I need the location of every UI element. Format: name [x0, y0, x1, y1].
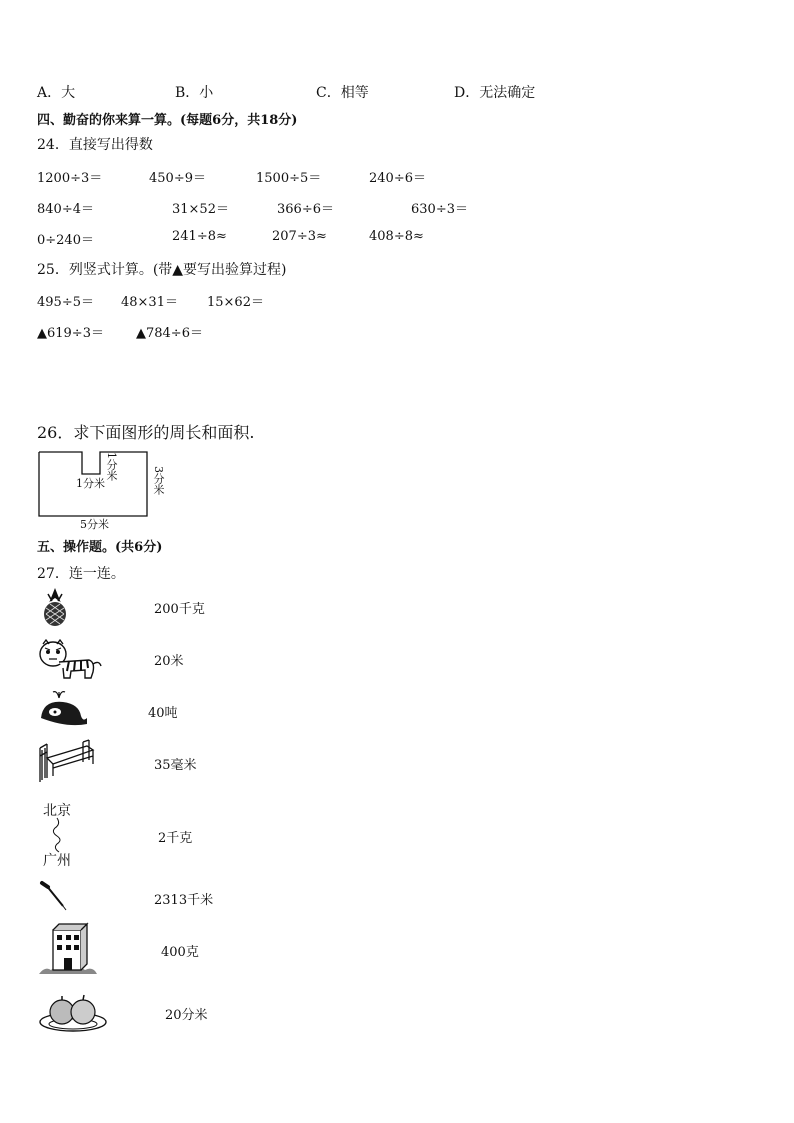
map-route-icon [37, 798, 89, 872]
match-label: 2千克 [158, 831, 193, 846]
q25-expr: 15×62＝ [207, 295, 264, 310]
q25-expr: 48×31＝ [121, 295, 178, 310]
q24-expr: 408÷8≈ [369, 229, 424, 244]
building-icon [37, 922, 99, 976]
section5-heading: 五、操作题。(共6分) [37, 540, 163, 555]
nail-icon [37, 880, 69, 912]
tiger-icon [37, 638, 103, 680]
map-city-top: 北京 [43, 803, 71, 819]
match-label: 20米 [154, 654, 184, 669]
height-label: 3分米 [152, 466, 165, 495]
q24-expr: 0÷240＝ [37, 233, 94, 248]
q24-expr: 840÷4＝ [37, 202, 94, 217]
q24-expr: 207÷3≈ [272, 229, 327, 244]
match-label: 35毫米 [154, 758, 197, 773]
route-line [37, 816, 89, 854]
q27-title: 27．连一连。 [37, 566, 125, 582]
map-city-bottom: 广州 [43, 853, 71, 869]
q26-title: 26．求下面图形的周长和面积. [37, 423, 255, 442]
q25-expr: ▲784÷6＝ [136, 326, 203, 341]
q24-expr: 450÷9＝ [149, 171, 206, 186]
match-label: 2313千米 [154, 893, 214, 908]
q25-title: 25．列竖式计算。(带▲要写出验算过程) [37, 262, 287, 278]
section4-heading: 四、勤奋的你来算一算。(每题6分，共18分) [37, 113, 298, 128]
pineapple-icon [37, 588, 73, 628]
q24-expr: 366÷6＝ [277, 202, 334, 217]
choice-b: B．小 [175, 85, 214, 101]
q24-expr: 1200÷3＝ [37, 171, 103, 186]
bed-icon [37, 738, 95, 784]
q25-expr: 495÷5＝ [37, 295, 94, 310]
q25-expr: ▲619÷3＝ [37, 326, 104, 341]
notch-height-label: 1分米 [105, 452, 118, 481]
match-label: 200千克 [154, 602, 205, 617]
whale-icon [37, 688, 89, 728]
match-label: 400克 [161, 945, 199, 960]
q24-expr: 241÷8≈ [172, 229, 227, 244]
q24-title: 24．直接写出得数 [37, 137, 153, 153]
choice-c: C．相等 [316, 85, 369, 101]
q24-expr: 1500÷5＝ [256, 171, 322, 186]
notch-width-label: 1分米 [76, 477, 105, 490]
match-label: 20分米 [165, 1008, 208, 1023]
q24-expr: 31×52＝ [172, 202, 229, 217]
q24-expr: 630÷3＝ [411, 202, 468, 217]
choice-d: D．无法确定 [454, 85, 536, 101]
match-label: 40吨 [148, 706, 178, 721]
choice-a: A．大 [37, 85, 76, 101]
q24-expr: 240÷6＝ [369, 171, 426, 186]
fruit-plate-icon [37, 992, 109, 1034]
base-label: 5分米 [80, 518, 109, 531]
